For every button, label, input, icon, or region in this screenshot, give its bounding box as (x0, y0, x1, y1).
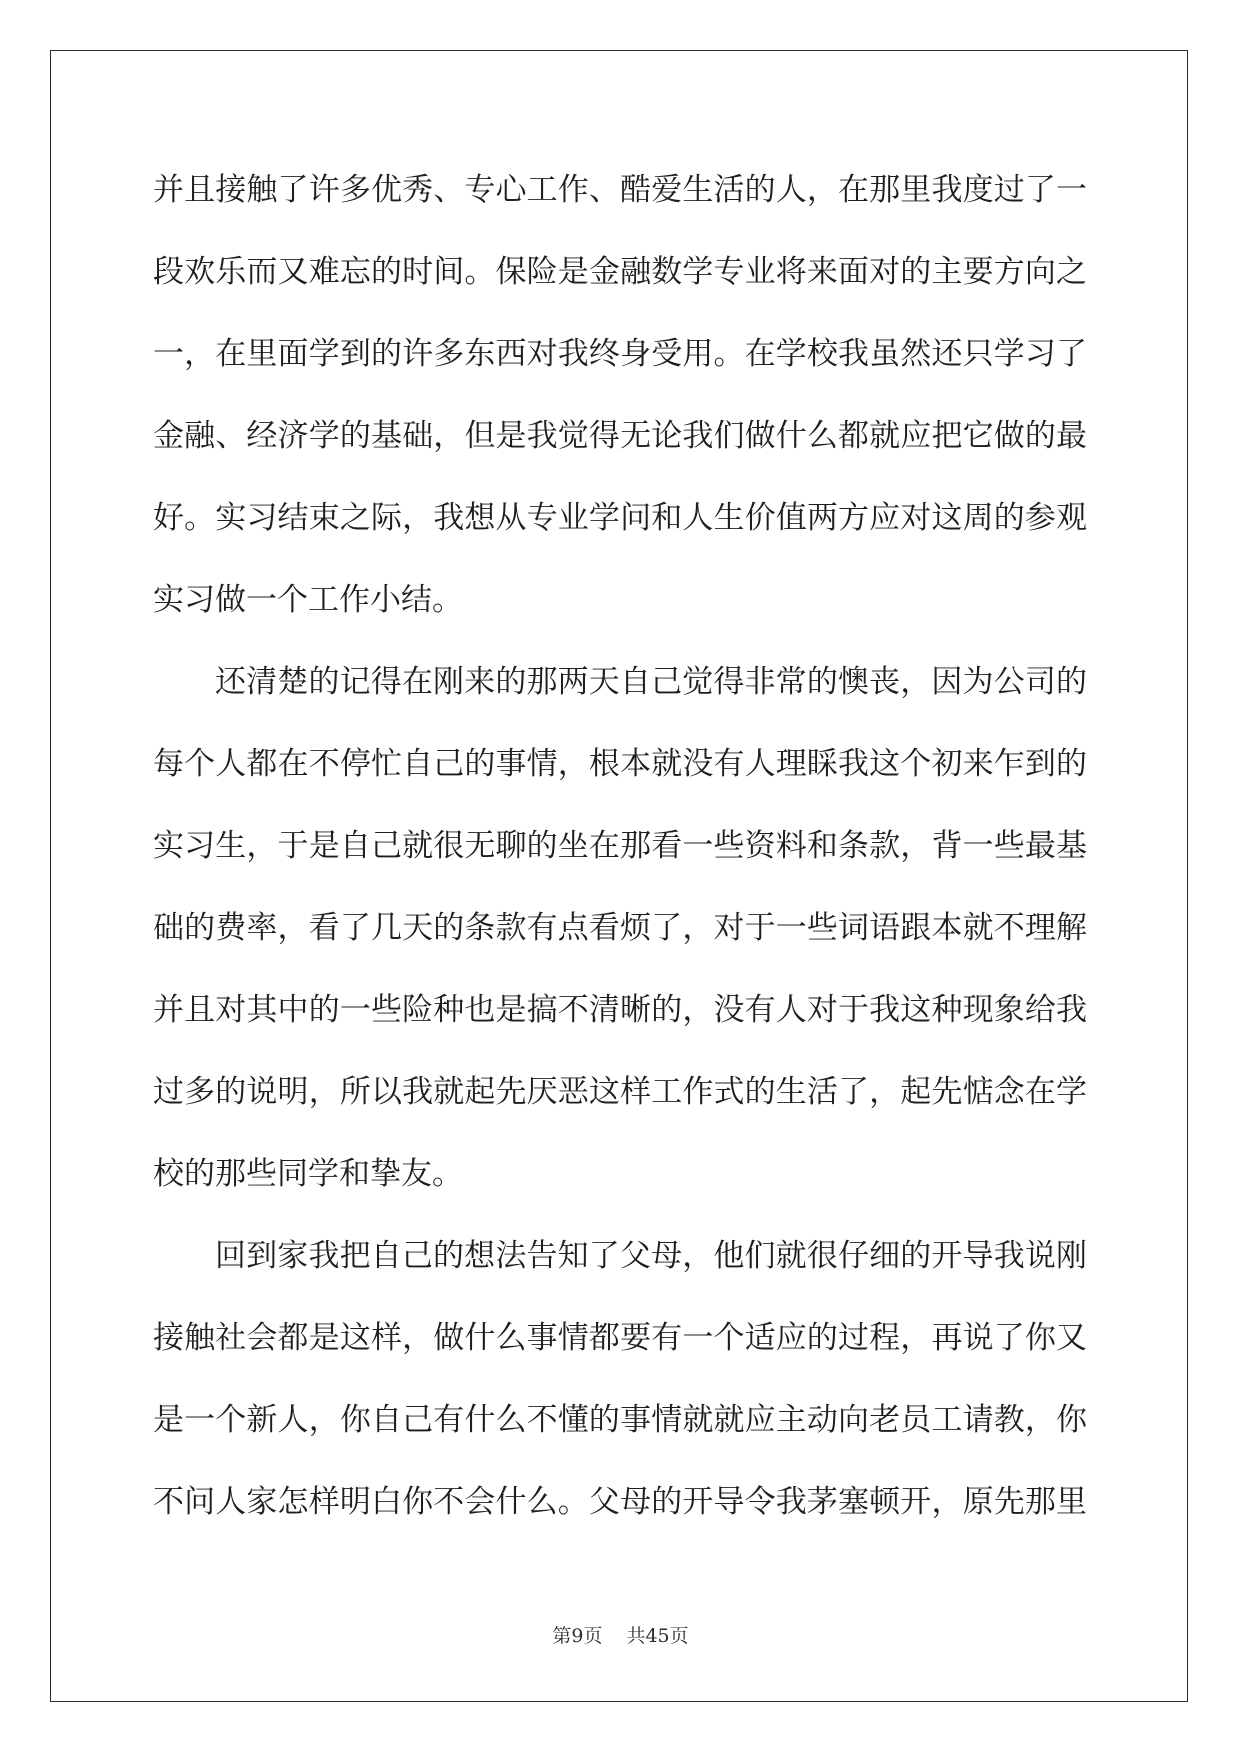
text-line: 金融、经济学的基础，但是我觉得无论我们做什么都就应把它做的最 (153, 418, 1087, 454)
text-line: 础的费率，看了几天的条款有点看烦了，对于一些词语跟本就不理解 (153, 910, 1087, 946)
paragraph (153, 149, 1087, 641)
text-line: 好。实习结束之际，我想从专业学问和人生价值两方应对这周的参观 (153, 500, 1087, 536)
page-total: 共45页 (626, 1625, 689, 1647)
text-line: 并且对其中的一些险种也是搞不清晰的，没有人对于我这种现象给我 (153, 992, 1087, 1028)
text-line: 实习生，于是自己就很无聊的坐在那看一些资料和条款，背一些最基 (153, 828, 1087, 864)
page-number: 第9页 (552, 1625, 603, 1647)
text-line: 校的那些同学和挚友。 (153, 1156, 463, 1192)
text-line: 每个人都在不停忙自己的事情，根本就没有人理睬我这个初来乍到的 (153, 746, 1087, 782)
text-line: 还清楚的记得在刚来的那两天自己觉得非常的懊丧，因为公司的 (215, 664, 1087, 700)
text-line: 实习做一个工作小结。 (153, 582, 463, 618)
paragraph (153, 1215, 1087, 1543)
text-line: 回到家我把自己的想法告知了父母，他们就很仔细的开导我说刚 (215, 1238, 1087, 1274)
page-footer (0, 1622, 1241, 1650)
text-line: 段欢乐而又难忘的时间。保险是金融数学专业将来面对的主要方向之 (153, 254, 1087, 290)
text-line: 接触社会都是这样，做什么事情都要有一个适应的过程，再说了你又 (153, 1320, 1087, 1356)
text-line: 并且接触了许多优秀、专心工作、酷爱生活的人，在那里我度过了一 (153, 172, 1087, 208)
text-line: 过多的说明，所以我就起先厌恶这样工作式的生活了，起先惦念在学 (153, 1074, 1087, 1110)
text-line: 不问人家怎样明白你不会什么。父母的开导令我茅塞顿开，原先那里 (153, 1484, 1087, 1520)
text-line: 是一个新人，你自己有什么不懂的事情就就应主动向老员工请教，你 (153, 1402, 1087, 1438)
document-body (153, 149, 1087, 1543)
paragraph (153, 641, 1087, 1215)
text-line: 一，在里面学到的许多东西对我终身受用。在学校我虽然还只学习了 (153, 336, 1087, 372)
